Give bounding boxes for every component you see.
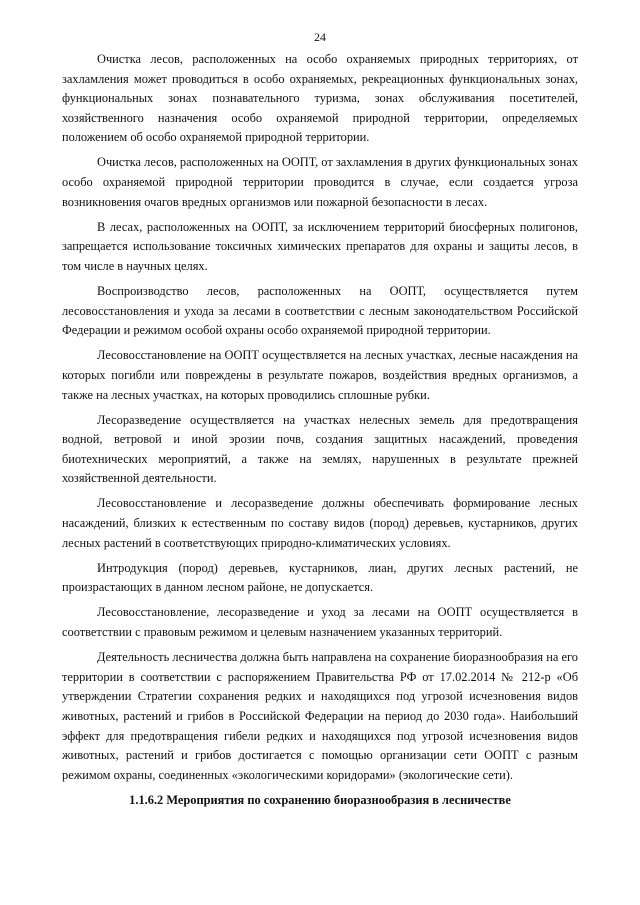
page-number: 24 [314, 30, 326, 44]
section-heading: 1.1.6.2 Мероприятия по сохранению биоразнообразия в лесничестве [129, 793, 511, 808]
paragraph: Лесовосстановление, лесоразведение и уход за лесами на ООПТ осуществляется в соответствии с правовым режимом и целевым назначением указанных территорий. [62, 605, 578, 640]
paragraph: Лесовосстановление и лесоразведение должны обеспечивать формирование лесных насаждений, близких к естественным по составу видов (пород) деревьев, кустарников, других лесных растений в соответствующих природно-климатических условиях. [62, 496, 578, 550]
paragraph: Лесовосстановление на ООПТ осуществляется на лесных участках, лесные насаждения на которых погибли или повреждены в результате пожаров, воздействия вредных организмов, а также на лесных участках, на которых проводились сплошные рубки. [62, 348, 578, 402]
paragraph: Лесоразведение осуществляется на участках нелесных земель для предотвращения водной, ветровой и иной эрозии почв, создания защитных насаждений, проведения биотехнических мероприятий, а также на землях, нарушенных в результате прежней хозяйственной деятельности. [62, 412, 578, 486]
paragraph: Очистка лесов, расположенных на ООПТ, от захламления в других функциональных зонах особо охраняемой природной территории проводится в случае, если создается угроза возникновения очагов вредных организмов или пожарной безопасности в лесах. [62, 155, 578, 209]
paragraph: В лесах, расположенных на ООПТ, за исключением территорий биосферных полигонов, запрещается использование токсичных химических препаратов для охраны и защиты лесов, в том числе в научных целях. [62, 219, 578, 273]
paragraph: Воспроизводство лесов, расположенных на ООПТ, осуществляется путем лесовосстановления и ухода за лесами в соответствии с лесным законодательством Российской Федерации и режимом особой охраны особо охраняемой природной территории. [62, 284, 578, 338]
paragraph: Интродукция (пород) деревьев, кустарников, лиан, других лесных растений, не произрастающих в данном лесном районе, не допускается. [62, 560, 578, 595]
paragraph: Очистка лесов, расположенных на особо охраняемых природных территориях, от захламления может проводиться в особо охраняемых, рекреационных функциональных зонах, функциональных зонах познавательного туризма, зонах обслуживания посетителей, хозяйственного назначения особо охраняемой природной территории, определяемых положением об особо охраняемой природной территории. [62, 52, 578, 145]
document-body [62, 50, 578, 811]
paragraph: Деятельность лесничества должна быть направлена на сохранение биоразнообразия на его территории в соответствии с распоряжением Правительства РФ от 17.02.2014 № 212-р «Об утверждении Стратегии сохранения редких и находящихся под угрозой исчезновения видов животных, растений и грибов в Российской Федерации на период до 2030 года». Наибольший эффект для предотвращения гибели редких и находящихся под угрозой исчезновения видов животных, растений и грибов достигается с помощью организации сети ООПТ с разным режимом охраны, соединенных «экологическими коридорами» (экологические сети). [62, 650, 578, 782]
